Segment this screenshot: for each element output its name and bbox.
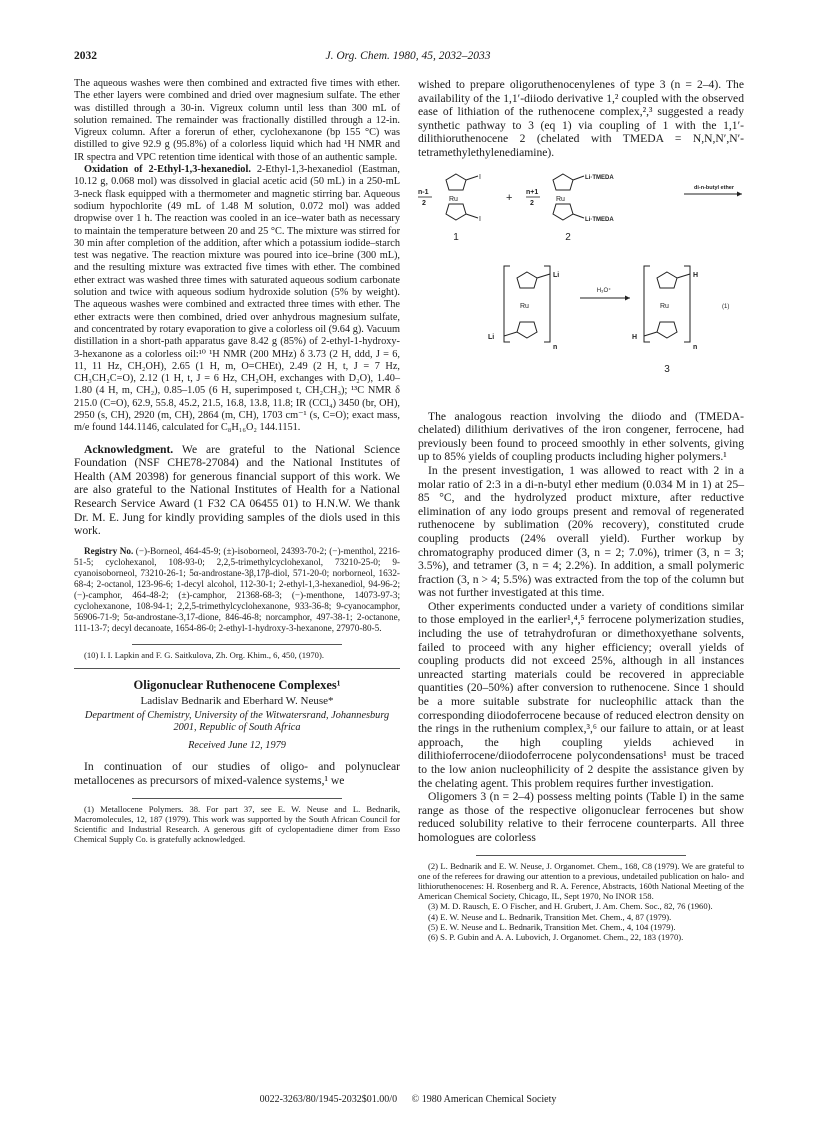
intro-paragraph: In continuation of our studies of oligo- and polynuclear metallocenes as precursors of mixed-valence systems,¹ we <box>74 760 400 788</box>
reaction-arrow-2-head <box>625 295 630 300</box>
li-tmeda-label-bottom: Li·TMEDA <box>585 216 614 223</box>
h-label-top: H <box>693 271 699 279</box>
solvent-label: di-n-butyl ether <box>693 184 735 191</box>
page-header <box>74 50 742 68</box>
footnote-2: (2) L. Bednarik and E. W. Neuse, J. Organomet. Chem., 168, C8 (1979). We are grateful to one of the referees for drawing our attention to a previous, undetailed publication on halo- and lithioruthenocenes: H. Rosenberg and R. A. Ference, Abstracts, 160th National Meeting of the American Chemical Society, Chicago, IL, Sept 1970, No INOR 158. <box>418 860 744 902</box>
registry-text: (−)-Borneol, 464-45-9; (±)-isoborneol, 24393-70-2; (−)-menthol, 2216-51-5; cyclohexanol, 108-93-0; 2,2,5-trimethylcyclohexanol, 73210-25-0; 9-cyanoisoborneol, 73210-26-1; 5α-androstane-3β,17β-diol, 571-20-0; norborneol, 1632-68-4; 2-octanol, 123-96-6; 1-decyl alcohol, 112-30-1; 2-ethyl-1,3-hexanediol, 94-96-2; (−)-camphor, 464-48-2; (±)-camphor, 21368-68-3; (−)-menthone, 14073-97-3; cyclohexanone, 108-94-1; 2,2,5-trimethylcyclohexanone, 933-36-8; 9-cyanocamphor, 56906-71-9; 5α-androstane-3,17-dione, 846-46-8; norcamphor, 497-38-1; 2-octanone, 111-13-7; decyl decanoate, 1654-86-0; 2-ethyl-1-hydroxy-3-hexanone, 27970-80-5. <box>74 545 400 633</box>
equation-number: (1) <box>722 303 730 310</box>
paragraph-oligomers: Oligomers 3 (n = 2–4) possess melting points (Table I) in the same range as those of the respective oligonuclear ferrocenes but show reduced solubility relative to their ferrocene counterparts. All three homologues are colorless <box>418 790 744 844</box>
footnote-3: (3) M. D. Rausch, E. O Fischer, and H. Grubert, J. Am. Chem. Soc., 82, 76 (1960). <box>428 901 713 912</box>
acknowledgment-text: We are grateful to the National Science Foundation (NSF CHE78-27084) and the National Institutes of Health (AM 20398) for generous financial support of this work. We are also grateful to the National Institutes of Health for a National Research Service Award (1 F32 CA 06455 01) to H.N.W. We thank Dr. M. E. Jung for kindly providing samples of the diols used in this work. <box>74 442 400 538</box>
paragraph-other-experiments: Other experiments conducted under a variety of conditions similar to those employed in the earlier¹,⁴,⁵ ferrocene polymerization studies, including the use of tetrahydrofuran or dimethoxyethane solvents, failed to proceed with any higher efficiency; overall yields of coupling products did not exceed 25%, although in all instances unreacted starting materials could be recovered in appreciable quantities (20–50%) after conversion to ruthenocene. Since 1 should be a more suitable substrate for nucleophilic attack than the corresponding diiodoferrocene because of reduced electron density on the rings in the ruthenium complex,³,⁶ our failure to attain, or at least approach, the high coupling yields achieved in dilithioferrocene/diiodoferrocene polycondensations¹ must be traced to the low anion nucleophilicity of 2 despite the assistance given by the chelating agent. This problem requires further investigation. <box>418 599 744 790</box>
coefficient-n-plus-1: n+1 <box>526 188 539 196</box>
footnote-divider-right <box>476 855 686 856</box>
plus-sign: + <box>506 191 513 204</box>
coefficient-n-minus-1: n-1 <box>418 188 429 196</box>
ru-label-2: Ru <box>556 195 565 203</box>
ru-label-1: Ru <box>449 195 458 203</box>
reaction-scheme-svg <box>418 166 744 404</box>
acknowledgment-heading: Acknowledgment. <box>84 442 174 456</box>
ru-label-3: Ru <box>520 302 529 310</box>
paragraph-washes: The aqueous washes were then combined and extracted five times with ether. The ether layers were combined and dried over magnesium sulfate. The ether was distilled through a 30-in. Vigreux column until less than 300 mL of solution remained. The remainder was fractionally distilled through a 12-in. Vigreux column. After a forerun of ether, cyclohexanone (bp 155 °C) was distilled to give 92.9 g (95.8%) of a colorless liquid which had ¹H NMR and IR spectra and VPC retention time identical with those of an authentic sample. <box>74 78 400 163</box>
doi-code: 0022-3263/80/1945-2032$01.00/0 <box>259 1094 398 1105</box>
footnote-5: (5) E. W. Neuse and L. Bednarik, Transition Met. Chem., 4, 104 (1979). <box>428 921 676 932</box>
footnote-divider <box>132 644 342 645</box>
left-column <box>74 78 400 844</box>
article-authors: Ladislav Bednarik and Eberhard W. Neuse* <box>140 695 334 708</box>
paragraph-intro-cont: wished to prepare oligoruthenocenylenes of type 3 (n = 2–4). The availability of the 1,1′-diiodo derivative 1,² coupled with the observed ease of lithiation of the ruthenocene complex,²,³ suggested a ready synthetic pathway to 3 (eq 1) via coupling of 1 with the 1,1′-dilithioruthenocene 2 (chelated with TMEDA = N,N,N′,N′-tetramethylethylenediamine). <box>418 78 744 159</box>
registry-heading: Registry No. <box>84 545 134 556</box>
reaction-scheme <box>418 166 744 404</box>
denominator-2b: 2 <box>530 199 534 207</box>
reaction-arrow-1-head <box>737 191 742 196</box>
paragraph-oxidation <box>74 164 400 435</box>
received-date: Received June 12, 1979 <box>188 740 286 752</box>
page-footer <box>74 1094 742 1105</box>
subscript-n-2: n <box>693 343 698 351</box>
footnote-6: (6) S. P. Gubin and A. A. Lubovich, J. Organomet. Chem., 22, 183 (1970). <box>428 931 684 942</box>
journal-citation: J. Org. Chem. 1980, 45, 2032–2033 <box>325 50 491 62</box>
li-tmeda-label-top: Li·TMEDA <box>585 174 614 181</box>
paragraph-investigation: In the present investigation, 1 was allowed to react with 2 in a molar ratio of 2:3 in a di-n-butyl ether medium (0.034 M in 1) at 25–85 °C, and the hydrolyzed product mixture, after reductive elimination of any iodo groups present and removal of regenerated ruthenocene by sublimation (20% recovery), constituted crude coupling products (24% overall yield). Further workup by chromatography produced dimer (3, n = 2; 7.0%), trimer (3, n = 3; 3.5%), and tetramer (3, n = 4; 2.2%). In addition, a small polymeric fraction (3, n > 4; 5.5%) was extracted from the top of the column but was not further investigated at this time. <box>418 463 744 600</box>
hydrolysis-label: H₃O⁺ <box>596 287 612 294</box>
footnote-divider-2 <box>132 798 342 799</box>
iodo-label-bottom: I <box>479 215 481 223</box>
article-title: Oligonuclear Ruthenocene Complexes¹ <box>133 677 341 692</box>
section-divider <box>74 668 400 669</box>
author-affiliation: Department of Chemistry, University of the Witwatersrand, Johannesburg 2001, Republic of South Africa <box>84 709 390 733</box>
li-label-top: Li <box>553 271 560 279</box>
compound-label-3: 3 <box>664 363 670 375</box>
iodo-label-top: I <box>479 173 481 181</box>
ru-label-4: Ru <box>660 302 669 310</box>
compound-label-2: 2 <box>565 231 571 243</box>
footnote-4: (4) E. W. Neuse and L. Bednarik, Transition Met. Chem., 4, 87 (1979). <box>428 911 672 922</box>
registry-numbers <box>74 546 400 634</box>
compound-label-1: 1 <box>453 231 459 243</box>
footnote-10: (10) I. I. Lapkin and F. G. Saitkulova, Zh. Org. Khim., 6, 450, (1970). <box>84 649 324 660</box>
right-column <box>418 78 744 942</box>
li-label-bottom: Li <box>488 333 495 341</box>
copyright: © 1980 American Chemical Society <box>411 1094 557 1105</box>
page-number: 2032 <box>74 50 97 62</box>
oxidation-heading: Oxidation of 2-Ethyl-1,3-hexanediol. <box>84 164 251 176</box>
footnote-1: (1) Metallocene Polymers. 38. For part 37, see E. W. Neuse and L. Bednarik, Macromolecules, 12, 187 (1979). This work was supported by the South African Council for Scientific and Industrial Research. A generous gift of cyclopentadiene dimer from Esso Chemical Supply Co. is gratefully acknowledged. <box>74 803 400 845</box>
subscript-n-1: n <box>553 343 558 351</box>
paragraph-ferrocene-analog: The analogous reaction involving the diiodo and (TMEDA-chelated) dilithium derivatives of the iron congener, ferrocene, had previously been found to proceed smoothly in ether solvents, giving up to 85% yields of coupling products including higher polymers.¹ <box>418 409 744 464</box>
denominator-2a: 2 <box>422 199 426 207</box>
oxidation-text: 2-Ethyl-1,3-hexanediol (Eastman, 10.12 g, 0.068 mol) was dissolved in glacial acetic acid (50 mL) in a 250-mL 3-neck flask equipped with a thermometer and magnetic stirring bar. Aqueous sodium hypochlorite (49 mL of 1.48 M solution, 0.072 mol) was added dropwise over 1 h. The reaction was cooled in an ice–water bath as necessary to maintain the temperature between 20 and 25 °C. The mixture was stirred for 30 min after completion of the addition, after which a potassium iodide–starch test was negative. The reaction mixture was poured into ice–brine (300 mL), and the resulting mixture was extracted five times with ether. The combined ether extract was washed three times with saturated aqueous sodium carbonate solution and twice with aqueous sodium hydroxide solution (5% by weight). The aqueous washes were combined and extracted three times with ether. The ether extracts were then combined, dried over anhydrous magnesium sulfate, and concentrated by rotary evaporation to give a colorless oil (9.64 g). Vacuum distillation in a short-path apparatus gave 8.42 g (85%) of 2-ethyl-1-hydroxy-3-hexanone as a colorless oil:¹⁰ ¹H NMR (200 MHz) δ 3.73 (2 H, ddd, J = 6, 11, 11 Hz, CH₂OH), 2.65 (1 H, m, O=CHEt), 2.49 (2 H, t, J = 7 Hz, CH₃CH₂C=O), 2.12 (1 H, t, J = 6 Hz, CH₂OH, exchanges with D₂O), 1.40–1.80 (4 H, m, CH₂), 0.85–1.05 (6 H, superimposed t, CH₂CH₃); ¹³C NMR δ 215.0 (C=O), 62.9, 55.8, 45.2, 21.5, 16.8, 13.8, 11.8; IR (CCl₄) 3450 (br, OH), 2950 (s, CH), 2920 (m, CH), 2864 (m, CH), 1703 cm⁻¹ (s, C=O); exact mass, m/e found 144.1146, calculated for C₈H₁₆O₂ 144.1151. <box>74 164 400 434</box>
acknowledgment <box>74 443 400 538</box>
h-label-bottom: H <box>632 333 638 341</box>
